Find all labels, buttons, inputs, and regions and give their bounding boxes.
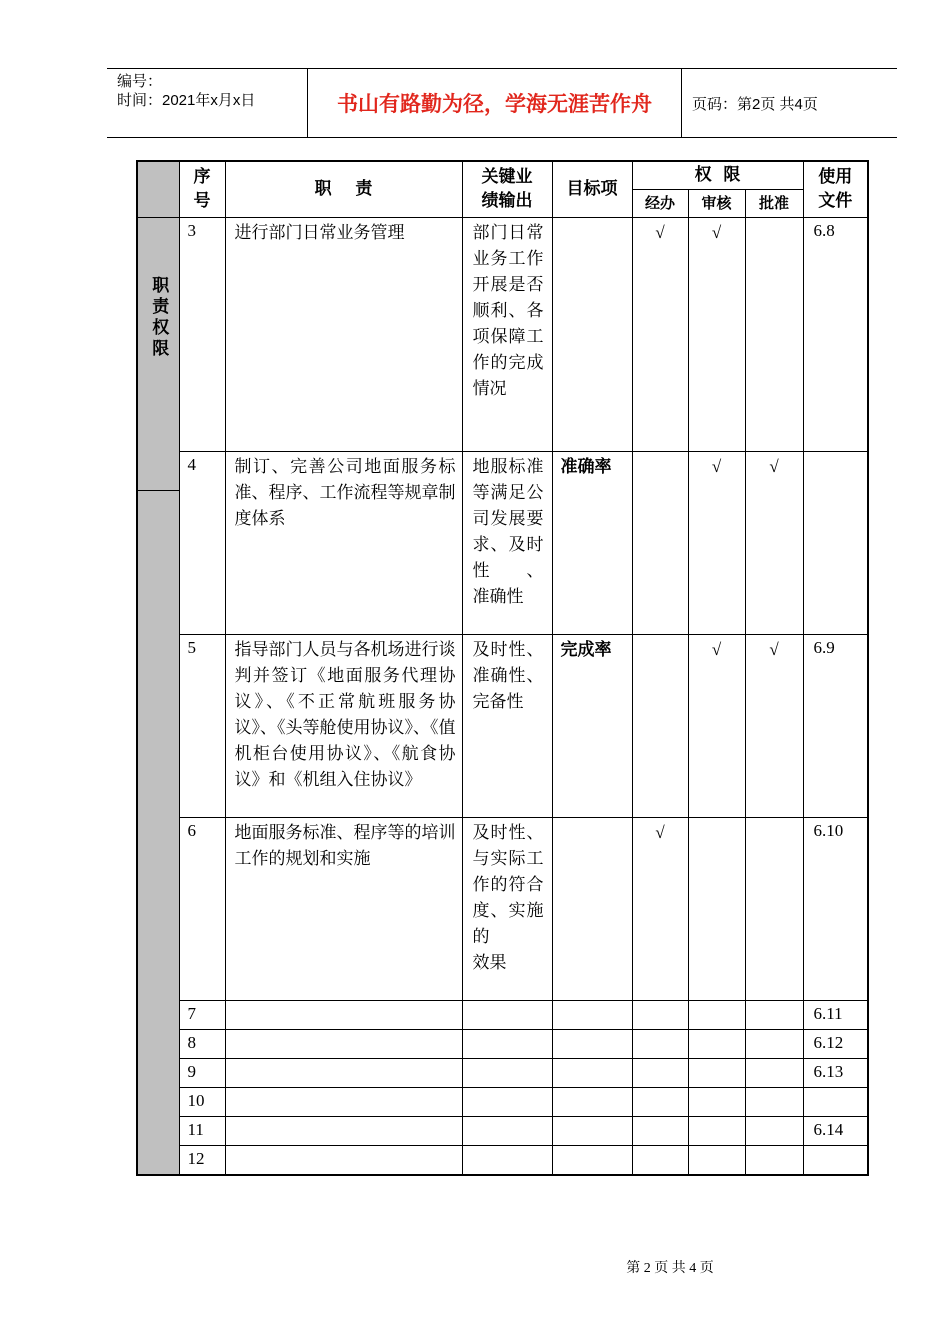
row-doc — [803, 1145, 868, 1175]
row-doc: 6.13 — [803, 1058, 868, 1087]
row-duty — [225, 1087, 462, 1116]
row-approve-check — [745, 1116, 803, 1145]
row-approve-check — [745, 1058, 803, 1087]
col-review: 审核 — [688, 189, 745, 217]
row-target — [552, 217, 632, 451]
row-doc: 6.8 — [803, 217, 868, 451]
row-seq: 10 — [179, 1087, 225, 1116]
row-kpi: 地服标准等满足公司发展要求、及时性、 准确性 — [462, 451, 552, 634]
row-duty: 地面服务标准、程序等的培训工作的规划和实施 — [225, 817, 462, 1000]
row-doc: 6.14 — [803, 1116, 868, 1145]
row-review-check — [688, 817, 745, 1000]
side-label: 职责权限 — [148, 275, 169, 360]
row-seq: 9 — [179, 1058, 225, 1087]
row-approve-check — [745, 817, 803, 1000]
row-review-check — [688, 1058, 745, 1087]
row-kpi — [462, 1058, 552, 1087]
row-review-check: √ — [688, 634, 745, 817]
row-kpi: 及时性、准确性、 完备性 — [462, 634, 552, 817]
row-target: 准确率 — [552, 451, 632, 634]
row-duty — [225, 1029, 462, 1058]
col-approve: 批准 — [745, 189, 803, 217]
row-approve-check — [745, 1087, 803, 1116]
col-handle: 经办 — [632, 189, 688, 217]
row-duty — [225, 1058, 462, 1087]
row-handle-check — [632, 634, 688, 817]
row-review-check: √ — [688, 217, 745, 451]
row-approve-check: √ — [745, 634, 803, 817]
row-doc: 6.9 — [803, 634, 868, 817]
row-review-check — [688, 1000, 745, 1029]
row-review-check — [688, 1145, 745, 1175]
row-doc — [803, 451, 868, 634]
row-approve-check — [745, 1000, 803, 1029]
row-approve-check — [745, 1145, 803, 1175]
row-kpi: 部门日常业务工作开展是否顺利、各项保障工作的完成 情况 — [462, 217, 552, 451]
page-footer: 第 2 页 共 4 页 — [626, 1261, 714, 1276]
row-seq: 7 — [179, 1000, 225, 1029]
row-handle-check — [632, 451, 688, 634]
row-review-check: √ — [688, 451, 745, 634]
row-kpi — [462, 1116, 552, 1145]
row-doc: 6.10 — [803, 817, 868, 1000]
header-page-label: 页码：第2页 共4页 — [692, 95, 818, 113]
row-target — [552, 1116, 632, 1145]
row-target — [552, 817, 632, 1000]
row-target — [552, 1087, 632, 1116]
row-review-check — [688, 1029, 745, 1058]
row-approve-check — [745, 1029, 803, 1058]
row-review-check — [688, 1116, 745, 1145]
row-approve-check: √ — [745, 451, 803, 634]
row-seq: 12 — [179, 1145, 225, 1175]
row-approve-check — [745, 217, 803, 451]
duties-table — [136, 160, 869, 1176]
row-target — [552, 1000, 632, 1029]
row-target: 完成率 — [552, 634, 632, 817]
row-duty — [225, 1000, 462, 1029]
row-seq: 3 — [179, 217, 225, 451]
row-handle-check — [632, 1145, 688, 1175]
row-kpi — [462, 1029, 552, 1058]
col-docs: 使用文件 — [803, 161, 868, 217]
row-duty — [225, 1145, 462, 1175]
row-seq: 5 — [179, 634, 225, 817]
header-motto: 书山有路勤为径，学海无涯苦作舟 — [308, 69, 682, 137]
row-seq: 11 — [179, 1116, 225, 1145]
row-kpi — [462, 1087, 552, 1116]
row-doc: 6.12 — [803, 1029, 868, 1058]
col-target: 目标项 — [552, 161, 632, 217]
row-handle-check — [632, 1000, 688, 1029]
side-section — [137, 217, 179, 1175]
header-meta — [107, 69, 308, 137]
row-duty — [225, 1116, 462, 1145]
col-seq: 序号 — [179, 161, 225, 217]
row-review-check — [688, 1087, 745, 1116]
time-label: 时间：2021年x月x日 — [117, 92, 256, 109]
row-seq: 8 — [179, 1029, 225, 1058]
row-handle-check: √ — [632, 817, 688, 1000]
row-doc — [803, 1087, 868, 1116]
col-duty: 职 责 — [225, 161, 462, 217]
col-authority: 权 限 — [632, 161, 803, 189]
code-label: 编号： — [117, 73, 163, 90]
row-target — [552, 1145, 632, 1175]
row-seq: 6 — [179, 817, 225, 1000]
row-target — [552, 1058, 632, 1087]
row-handle-check — [632, 1116, 688, 1145]
row-kpi — [462, 1145, 552, 1175]
row-handle-check — [632, 1087, 688, 1116]
page-header — [107, 68, 897, 138]
row-target — [552, 1029, 632, 1058]
row-doc: 6.11 — [803, 1000, 868, 1029]
row-kpi: 及时性、与实际工作的符合度、实施的 效果 — [462, 817, 552, 1000]
row-duty: 指导部门人员与各机场进行谈判并签订《地面服务代理协议》、《不正常航班服务协议》、《头等舱使用协议》、《值机柜台使用协议》、《航食协议》和《机组入住协议》 — [225, 634, 462, 817]
header-side-cell — [137, 161, 179, 217]
row-duty: 进行部门日常业务管理 — [225, 217, 462, 451]
row-duty: 制订、完善公司地面服务标准、程序、工作流程等规章制度体系 — [225, 451, 462, 634]
row-handle-check — [632, 1058, 688, 1087]
row-handle-check: √ — [632, 217, 688, 451]
col-kpi: 关键业绩输出 — [462, 161, 552, 217]
row-kpi — [462, 1000, 552, 1029]
row-handle-check — [632, 1029, 688, 1058]
row-seq: 4 — [179, 451, 225, 634]
